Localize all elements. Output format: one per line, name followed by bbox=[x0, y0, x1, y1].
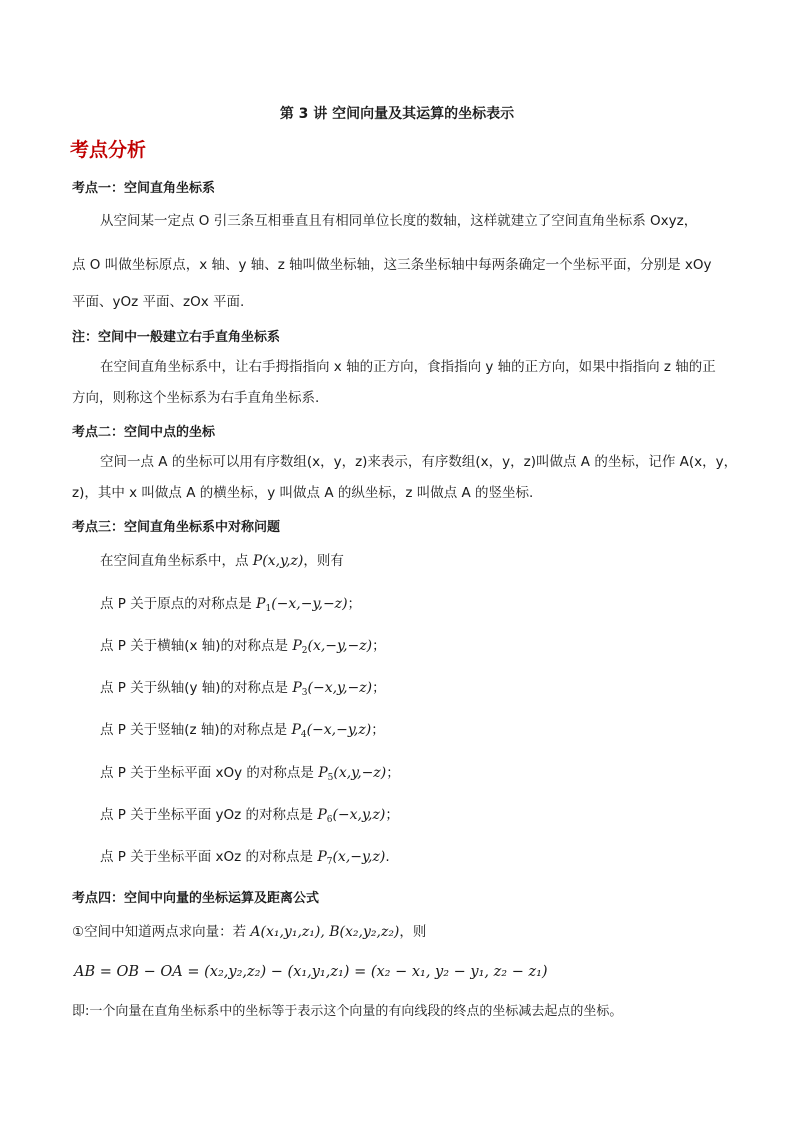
sym-item-coords: (x,−y,−z) bbox=[307, 638, 373, 654]
sym-item-sub: 4 bbox=[300, 730, 307, 740]
sym-item-4: 点 P 关于竖轴(z 轴)的对称点是 $P_4(-x,-y,z)$； bbox=[100, 722, 385, 740]
sym-item-sub: 7 bbox=[326, 857, 333, 867]
section-heading: 考点分析 bbox=[70, 139, 147, 161]
sym-item-text: 点 P 关于坐标平面 xOy 的对称点是 bbox=[100, 765, 314, 781]
sym-item-end: ； bbox=[372, 638, 386, 654]
sym-item-sub: 3 bbox=[301, 688, 308, 698]
kd1-line2: 点 O 叫做坐标原点，x 轴、y 轴、z 轴叫做坐标轴，这三条坐标轴中每两条确定一个坐标平面，分别是 xOy bbox=[72, 257, 712, 273]
sym-item-coords: (−x,y,−z) bbox=[307, 680, 373, 696]
sym-item-sub: 5 bbox=[327, 773, 334, 783]
sym-item-sub: 2 bbox=[301, 646, 308, 656]
sym-item-3: 点 P 关于纵轴(y 轴)的对称点是 $P_3(-x,y,-z)$； bbox=[100, 680, 386, 698]
sym-item-text: 点 P 关于坐标平面 xOz 的对称点是 bbox=[100, 849, 314, 865]
sym-item-7: 点 P 关于坐标平面 xOz 的对称点是 $P_7(x,-y,z)$. bbox=[100, 849, 390, 867]
sym-item-sub: 6 bbox=[326, 815, 333, 825]
sym-item-text: 点 P 关于横轴(x 轴)的对称点是 bbox=[100, 638, 289, 654]
kd1-heading: 考点一：空间直角坐标系 bbox=[72, 181, 216, 196]
page-title: 第 3 讲 空间向量及其运算的坐标表示 bbox=[279, 106, 515, 122]
kd4-item1-end: ，则 bbox=[399, 924, 427, 940]
sym-item-text: 点 P 关于竖轴(z 轴)的对称点是 bbox=[100, 722, 288, 738]
sym-item-text: 点 P 关于纵轴(y 轴)的对称点是 bbox=[100, 680, 289, 696]
sym-item-end: ； bbox=[371, 722, 385, 738]
kd3-heading: 考点三：空间直角坐标系中对称问题 bbox=[72, 520, 281, 535]
kd4-item1-text: ①空间中知道两点求向量：若 bbox=[72, 924, 247, 940]
sym-item-6: 点 P 关于坐标平面 yOz 的对称点是 $P_6(-x,y,z)$； bbox=[100, 807, 399, 825]
sym-item-coords: (−x,−y,z) bbox=[306, 722, 372, 738]
kd3-intro bbox=[100, 551, 344, 571]
sym-item-coords: (x,y,−z) bbox=[333, 765, 387, 781]
sym-item-2: 点 P 关于横轴(x 轴)的对称点是 $P_2(x,-y,-z)$； bbox=[100, 638, 386, 656]
kd1-line3: 平面、yOz 平面、zOx 平面. bbox=[72, 294, 245, 310]
sym-item-1: 点 P 关于原点的对称点是 $P_1(-x,-y,-z)$； bbox=[100, 596, 362, 614]
sym-item-text: 点 P 关于原点的对称点是 bbox=[100, 596, 252, 612]
kd2-line1: 空间一点 A 的坐标可以用有序数组(x，y，z)来表示，有序数组(x，y，z)叫做点 A 的坐标，记作 A(x，y， bbox=[100, 454, 738, 470]
kd1-line1: 从空间某一定点 O 引三条互相垂直且有相同单位长度的数轴，这样就建立了空间直角坐标系 Oxyz， bbox=[100, 213, 698, 229]
sym-item-coords: (x,−y,z) bbox=[332, 849, 386, 865]
sym-item-end: ； bbox=[386, 765, 400, 781]
sym-item-end: ； bbox=[385, 807, 399, 823]
note-line1: 在空间直角坐标系中，让右手拇指指向 x 轴的正方向，食指指向 y 轴的正方向，如果中指指向 z 轴的正 bbox=[100, 359, 716, 375]
two-points-formula: A(x₁,y₁,z₁), B(x₂,y₂,z₂) bbox=[250, 924, 400, 940]
sym-item-end: . bbox=[385, 849, 390, 865]
vector-formula: AB = OB − OA = (x₂,y₂,z₂) − (x₁,y₁,z₁) = (x₂ − x₁, y₂ − y₁, z₂ − z₁) bbox=[74, 964, 548, 980]
sym-item-end: ； bbox=[347, 596, 362, 612]
sym-item-coords: (−x,y,z) bbox=[332, 807, 386, 823]
kd4-heading: 考点四：空间中向量的坐标运算及距离公式 bbox=[72, 891, 320, 906]
kd2-line2: z)，其中 x 叫做点 A 的横坐标，y 叫做点 A 的纵坐标，z 叫做点 A 的竖坐标. bbox=[72, 485, 534, 501]
kd4-conclusion: 即:一个向量在直角坐标系中的坐标等于表示这个向量的有向线段的终点的坐标减去起点的坐标。 bbox=[72, 1004, 623, 1019]
kd2-heading: 考点二：空间中点的坐标 bbox=[72, 425, 216, 440]
kd3-intro-text: 在空间直角坐标系中，点 bbox=[100, 553, 249, 569]
sym-item-coords: (−x,−y,−z) bbox=[271, 596, 348, 612]
note-heading: 注：空间中一般建立右手直角坐标系 bbox=[72, 330, 281, 345]
sym-item-end: ； bbox=[372, 680, 386, 696]
kd3-intro-end: ，则有 bbox=[303, 553, 344, 569]
sym-item-5: 点 P 关于坐标平面 xOy 的对称点是 $P_5(x,y,-z)$； bbox=[100, 765, 400, 783]
sym-item-sub: 1 bbox=[265, 604, 272, 614]
kd4-item1 bbox=[72, 922, 426, 942]
note-line2: 方向，则称这个坐标系为右手直角坐标系. bbox=[72, 390, 320, 406]
sym-item-text: 点 P 关于坐标平面 yOz 的对称点是 bbox=[100, 807, 314, 823]
point-p-formula: P(x,y,z) bbox=[252, 553, 304, 569]
